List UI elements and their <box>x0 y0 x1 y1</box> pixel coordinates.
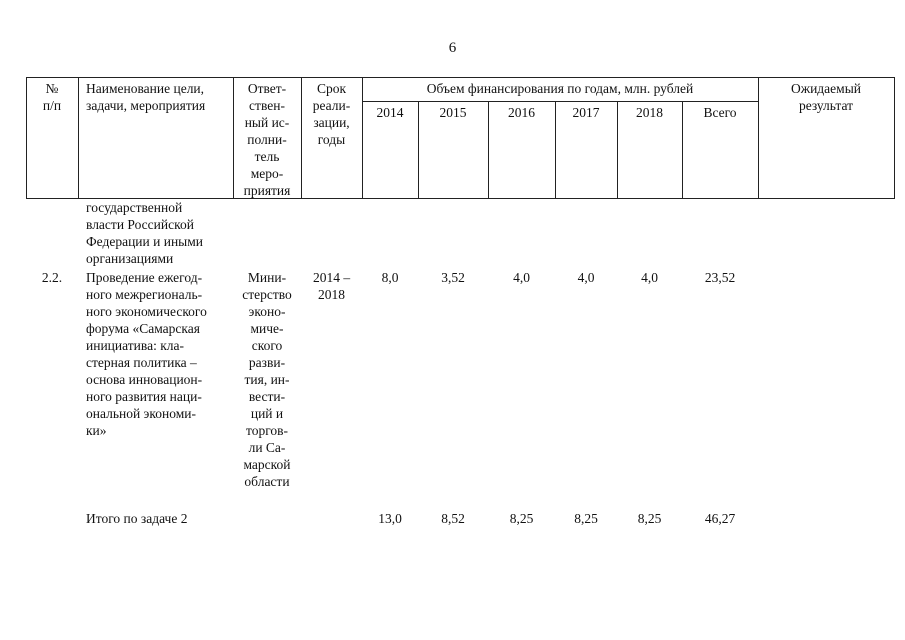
total-value-2014: 13,0 <box>378 511 402 526</box>
total-value-total: 46,27 <box>704 511 736 526</box>
row-value-2018: 4,0 <box>641 270 658 285</box>
row-value-2017: 4,0 <box>577 270 595 285</box>
row-period: 2014 – 2018 <box>312 270 351 302</box>
row-name: Проведение ежегод- ного межрегиональ- ного экономического форума «Самарская инициатива: кла- стерная политика – основа инновацион- ного развития наци- ональной экономи- ки» <box>86 270 207 438</box>
header-year-2014: 2014 <box>376 105 404 120</box>
row-value-2014: 8,0 <box>381 270 399 285</box>
total-value-2017: 8,25 <box>574 511 598 526</box>
header-result: Ожидаемый результат <box>791 81 861 113</box>
page-number: 6 <box>448 40 457 56</box>
header-total: Всего <box>703 105 737 120</box>
header-year-2017: 2017 <box>572 105 600 120</box>
row-value-2015: 3,52 <box>441 270 465 285</box>
continued-text: государственной власти Российской Федерации и иными организациями <box>86 200 204 266</box>
header-financing: Объем финансирования по годам, млн. рублей <box>426 81 694 96</box>
header-year-2016: 2016 <box>508 105 535 120</box>
total-value-2015: 8,52 <box>441 511 465 526</box>
header-year-2015: 2015 <box>439 105 467 120</box>
header-executor: Ответ- ствен- ный ис- полни- тель меро- приятия <box>243 81 291 198</box>
row-num: 2.2. <box>41 270 63 285</box>
total-value-2018: 8,25 <box>637 511 662 526</box>
header-num: № п/п <box>42 81 62 113</box>
row-value-total: 23,52 <box>704 270 736 285</box>
header-name: Наименование цели, задачи, мероприятия <box>86 81 206 113</box>
header-period: Срок реали- зации, годы <box>312 81 351 147</box>
row-executor: Мини- стерство эконо- миче- ского разви- тия, ин- вести- ций и торгов- ли Са- марской области <box>242 270 292 489</box>
row-value-2016: 4,0 <box>513 270 530 285</box>
total-label: Итого по задаче 2 <box>86 511 188 526</box>
header-year-2018: 2018 <box>636 105 663 120</box>
total-value-2016: 8,25 <box>509 511 534 526</box>
